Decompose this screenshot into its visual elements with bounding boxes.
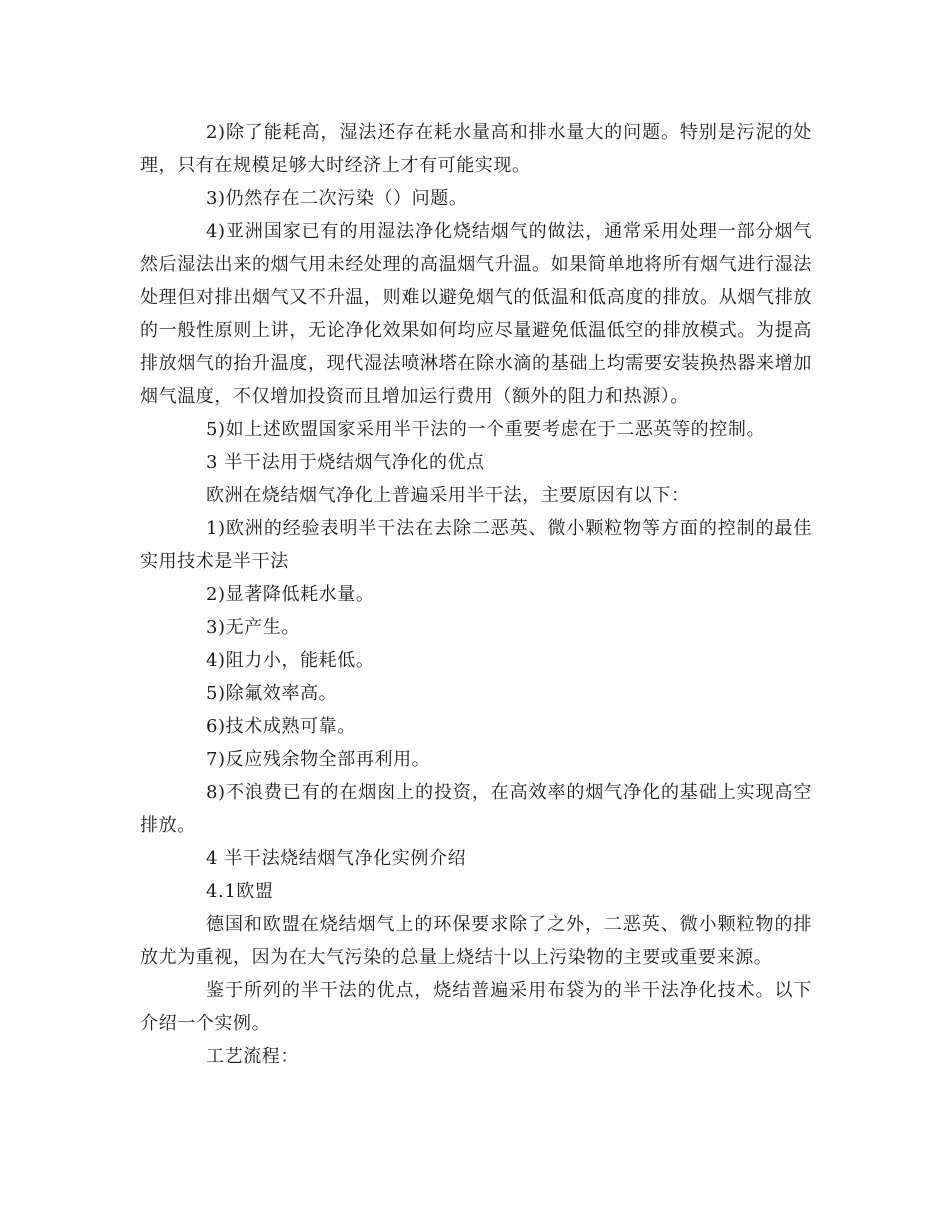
document-body xyxy=(140,116,812,1073)
paragraph-asian-practice: 4)亚洲国家已有的用湿法净化烧结烟气的做法，通常采用处理一部分烟气然后湿法出来的烟气用未经处理的高温烟气升温。如果简单地将所有烟气进行湿法处理但对排出烟气又不升温，则难以避免烟气的低温和低高度的排放。从烟气排放的一般性原则上讲，无论净化效果如何均应尽量避免低温低空的排放模式。为提高排放烟气的抬升温度，现代湿法喷淋塔在除水滴的基础上均需要安装换热器来增加烟气温度，不仅增加投资而且增加运行费用（额外的阻力和热源）。 xyxy=(140,221,812,407)
paragraph-process-flow: 工艺流程： xyxy=(206,1046,299,1067)
paragraph-europe-intro: 欧洲在烧结烟气净化上普遍采用半干法，主要原因有以下： xyxy=(206,485,690,506)
list-item-2: 2)显著降低耗水量。 xyxy=(206,584,375,605)
paragraph-germany-eu: 德国和欧盟在烧结烟气上的环保要求除了之外，二恶英、微小颗粒物的排放尤为重视，因为在大气污染的总量上烧结十以上污染物的主要或重要来源。 xyxy=(140,914,812,968)
list-item-3: 3)无产生。 xyxy=(206,617,301,638)
paragraph-secondary-pollution: 3)仍然存在二次污染（）问题。 xyxy=(206,188,468,209)
list-item-7: 7)反应残余物全部再利用。 xyxy=(206,749,431,770)
paragraph-wet-method-water: 2)除了能耗高，湿法还存在耗水量高和排水量大的问题。特别是污泥的处理，只有在规模足够大时经济上才有可能实现。 xyxy=(140,122,812,176)
list-item-1: 1)欧洲的经验表明半干法在去除二恶英、微小颗粒物等方面的控制的最佳实用技术是半干法 xyxy=(140,518,812,572)
list-item-5: 5)除氟效率高。 xyxy=(206,683,338,704)
list-item-4: 4)阻力小，能耗低。 xyxy=(206,650,375,671)
paragraph-eu-dioxin: 5)如上述欧盟国家采用半干法的一个重要考虑在于二恶英等的控制。 xyxy=(206,419,766,440)
paragraph-bag-filter: 鉴于所列的半干法的优点，烧结普遍采用布袋为的半干法净化技术。以下介绍一个实例。 xyxy=(140,980,812,1034)
list-item-8: 8)不浪费已有的在烟囱上的投资，在高效率的烟气净化的基础上实现高空排放。 xyxy=(140,782,812,836)
section-heading-advantages: 3 半干法用于烧结烟气净化的优点 xyxy=(206,452,485,473)
section-heading-examples: 4 半干法烧结烟气净化实例介绍 xyxy=(206,848,467,869)
subsection-heading-eu: 4.1欧盟 xyxy=(206,881,274,902)
list-item-6: 6)技术成熟可靠。 xyxy=(206,716,356,737)
